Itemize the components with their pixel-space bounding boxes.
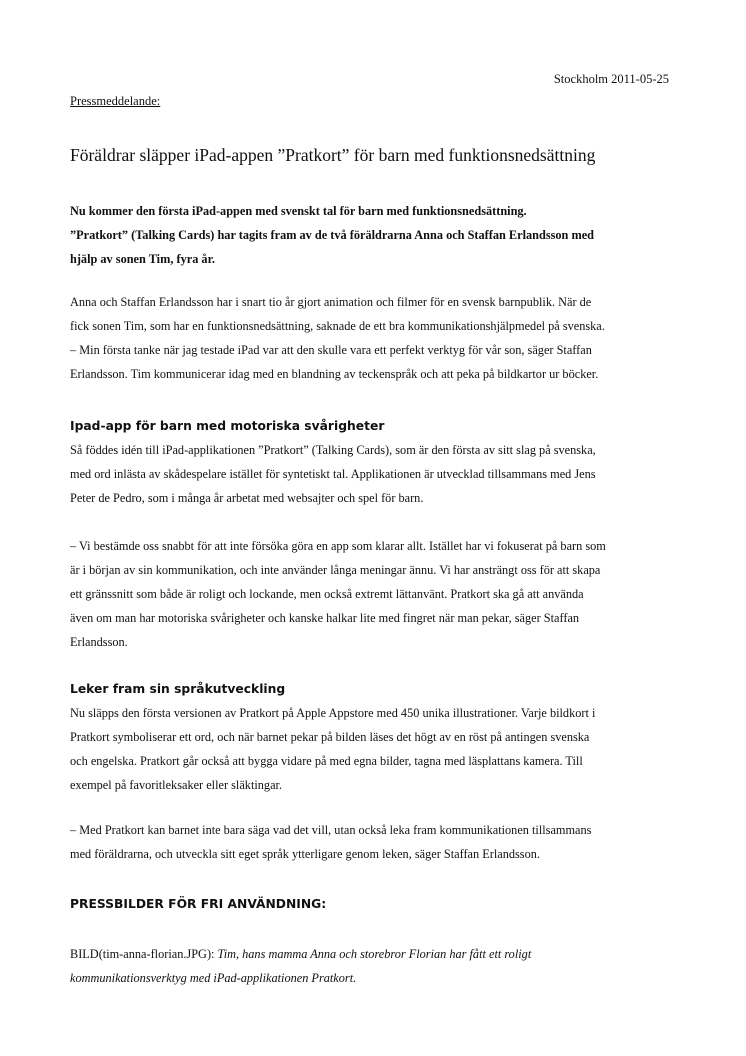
lead-line: hjälp av sonen Tim, fyra år.	[70, 252, 215, 266]
section-language-development	[70, 677, 680, 797]
quote-line: är i början av sin kommunikation, och inte använder långa meningar ännu. Vi har ansträngt oss för att skapa	[70, 563, 601, 577]
section-line: Pratkort symboliserar ett ord, och när barnet pekar på bilden läses det högt av en röst på antingen svenska	[70, 730, 590, 744]
intro-line: fick sonen Tim, som har en funktionsnedsättning, saknade de ett bra kommunikationshjälpmedel på svenska.	[70, 319, 605, 333]
press-images-heading: PRESSBILDER FÖR FRI ANVÄNDNING:	[70, 897, 327, 911]
press-image-caption	[70, 942, 680, 990]
press-release-label: Pressmeddelande:	[70, 94, 161, 108]
headline: Föräldrar släpper iPad-appen ”Pratkort” för barn med funktionsnedsättning	[70, 145, 596, 165]
intro-line: Anna och Staffan Erlandsson har i snart tio år gjort animation och filmer för en svensk barnpublik. När de	[70, 295, 592, 309]
place-date: Stockholm 2011-05-25	[553, 72, 669, 86]
section-line: Peter de Pedro, som i många år arbetat med websajter och spel för barn.	[70, 491, 424, 505]
quote-paragraph-2	[70, 818, 680, 866]
caption-line: kommunikationsverktyg med iPad-applikationen Pratkort.	[70, 971, 357, 985]
intro-line: Erlandsson. Tim kommunicerar idag med en blandning av teckenspråk och att peka på bildkartor ur böcker.	[70, 367, 599, 381]
lead-line: ”Pratkort” (Talking Cards) har tagits fram av de två föräldrarna Anna och Staffan Erlandsson med	[70, 228, 595, 242]
intro-paragraph	[70, 290, 680, 386]
lead-paragraph	[70, 199, 680, 271]
section-line: Nu släpps den första versionen av Pratkort på Apple Appstore med 450 unika illustrationer. Varje bildkort i	[70, 706, 596, 720]
intro-line: – Min första tanke när jag testade iPad var att den skulle vara ett perfekt verktyg för vår son, säger Staffan	[70, 343, 592, 357]
image-file-reference: BILD(tim-anna-florian.JPG):	[70, 947, 215, 961]
section-heading: Ipad-app för barn med motoriska svårigheter	[70, 419, 385, 433]
quote-line: även om man har motoriska svårigheter och kanske halkar lite med fingret när man pekar, säger Staffan	[70, 611, 580, 625]
section-heading: Leker fram sin språkutveckling	[70, 682, 286, 696]
section-motor-difficulties	[70, 414, 680, 510]
quote-line: – Vi bestämde oss snabbt för att inte försöka göra en app som klarar allt. Istället har vi fokuserat på barn som	[70, 539, 606, 553]
press-release-page	[70, 0, 680, 1056]
image-caption-text: Tim, hans mamma Anna och storebror Florian har fått ett roligt	[214, 947, 532, 961]
quote-paragraph-1	[70, 534, 680, 654]
quote-line: – Med Pratkort kan barnet inte bara säga vad det vill, utan också leka fram kommunikationen tillsammans	[70, 823, 592, 837]
lead-line: Nu kommer den första iPad-appen med svenskt tal för barn med funktionsnedsättning.	[70, 204, 527, 218]
section-line: Så föddes idén till iPad-applikationen ”Pratkort” (Talking Cards), som är den första av sitt slag på svenska,	[70, 443, 596, 457]
caption-line	[70, 942, 680, 966]
section-line: och engelska. Pratkort går också att bygga vidare på med egna bilder, tagna med läsplattans kamera. Till	[70, 754, 583, 768]
press-images-heading-block	[70, 892, 680, 916]
quote-line: med föräldrarna, och utveckla sitt eget språk ytterligare genom leken, säger Staffan Erlandsson.	[70, 847, 540, 861]
quote-line: ett gränssnitt som både är roligt och lockande, men också extremt lättanvänt. Pratkort ska gå att använda	[70, 587, 584, 601]
quote-line: Erlandsson.	[70, 635, 128, 649]
section-line: med ord inlästa av skådespelare istället för syntetiskt tal. Applikationen är utvecklad tillsammans med Jens	[70, 467, 596, 481]
section-line: exempel på favoritleksaker eller släktingar.	[70, 778, 283, 792]
